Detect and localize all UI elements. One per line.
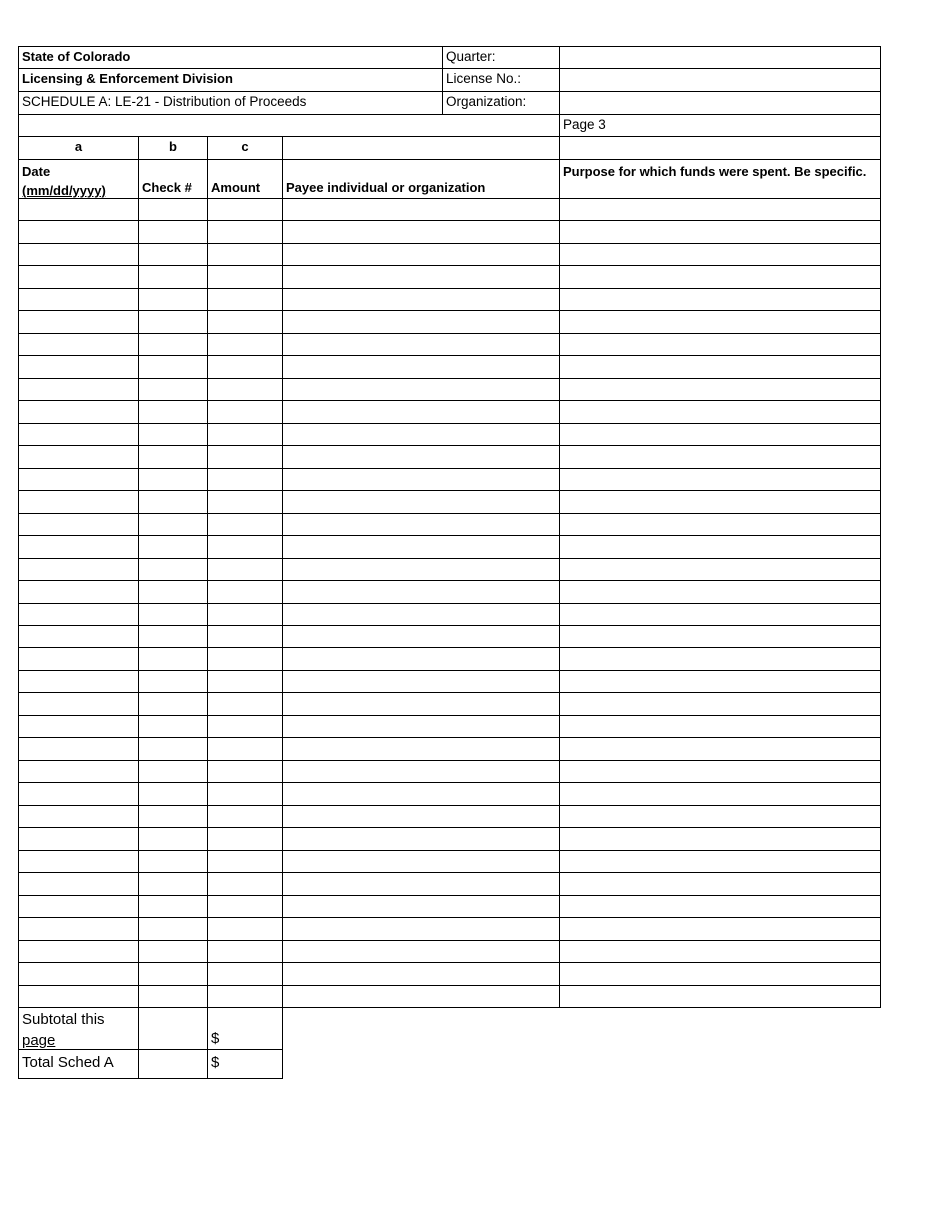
row-32-date-cell[interactable] (18, 895, 139, 918)
row-35-check-cell[interactable] (138, 962, 208, 986)
row-24-purpose-cell[interactable] (559, 715, 881, 738)
row-8-payee-cell[interactable] (282, 355, 560, 379)
row-26-amount-cell[interactable] (207, 760, 283, 783)
row-12-date-cell[interactable] (18, 445, 139, 469)
row-16-date-cell[interactable] (18, 535, 139, 559)
row-26-date-cell[interactable] (18, 760, 139, 783)
row-33-purpose-cell[interactable] (559, 917, 881, 941)
row-3-payee-cell[interactable] (282, 243, 560, 266)
row-27-amount-cell[interactable] (207, 782, 283, 806)
row-4-check-cell[interactable] (138, 265, 208, 289)
subtotal-check-cell[interactable] (138, 1007, 208, 1050)
row-9-check-cell[interactable] (138, 378, 208, 401)
col-header-date (18, 159, 139, 199)
row-31-check-cell[interactable] (138, 872, 208, 896)
row-33-date-cell[interactable] (18, 917, 139, 941)
row-15-amount-cell[interactable] (207, 513, 283, 536)
row-23-payee-cell[interactable] (282, 692, 560, 716)
row-27-date-cell[interactable] (18, 782, 139, 806)
row-1-payee-cell[interactable] (282, 198, 560, 221)
row-5-check-cell[interactable] (138, 288, 208, 311)
row-13-date-cell[interactable] (18, 468, 139, 491)
amount-header-text: Amount (211, 180, 261, 195)
row-18-date-cell[interactable] (18, 580, 139, 604)
row-28-payee-cell[interactable] (282, 805, 560, 828)
payee-header-text: Payee individual or organization (286, 180, 486, 195)
row-24-amount-cell[interactable] (207, 715, 283, 738)
license-field[interactable] (559, 68, 881, 92)
license-label: License No.: (442, 68, 560, 92)
row-26-check-cell[interactable] (138, 760, 208, 783)
row-33-payee-cell[interactable] (282, 917, 560, 941)
subtotal-label-line1: Subtotal this (22, 1011, 105, 1028)
row-17-purpose-cell[interactable] (559, 558, 881, 581)
row-24-check-cell[interactable] (138, 715, 208, 738)
row-15-check-cell[interactable] (138, 513, 208, 536)
row-30-date-cell[interactable] (18, 850, 139, 873)
row-16-check-cell[interactable] (138, 535, 208, 559)
row-17-amount-cell[interactable] (207, 558, 283, 581)
row-4-amount-cell[interactable] (207, 265, 283, 289)
schedule-title: SCHEDULE A: LE-21 - Distribution of Proceeds (18, 91, 443, 115)
col-header-check (138, 159, 208, 199)
row-25-check-cell[interactable] (138, 737, 208, 761)
row-17-date-cell[interactable] (18, 558, 139, 581)
row-13-payee-cell[interactable] (282, 468, 560, 491)
row-8-purpose-cell[interactable] (559, 355, 881, 379)
subtotal-dollar: $ (211, 1030, 220, 1047)
col-letter-blank (282, 136, 560, 160)
row-28-amount-cell[interactable] (207, 805, 283, 828)
row-34-amount-cell[interactable] (207, 940, 283, 963)
row-7-purpose-cell[interactable] (559, 333, 881, 356)
total-amount-cell[interactable]: $ (207, 1049, 283, 1079)
row-30-purpose-cell[interactable] (559, 850, 881, 873)
row-36-payee-cell[interactable] (282, 985, 560, 1008)
row-14-amount-cell[interactable] (207, 490, 283, 514)
check-header-text: Check # (142, 180, 192, 195)
row-9-date-cell[interactable] (18, 378, 139, 401)
row-34-date-cell[interactable] (18, 940, 139, 963)
row-1-check-cell[interactable] (138, 198, 208, 221)
row-7-date-cell[interactable] (18, 333, 139, 356)
row-17-payee-cell[interactable] (282, 558, 560, 581)
row-30-amount-cell[interactable] (207, 850, 283, 873)
row-19-amount-cell[interactable] (207, 603, 283, 626)
quarter-label: Quarter: (442, 46, 560, 69)
row-20-payee-cell[interactable] (282, 625, 560, 648)
row-10-check-cell[interactable] (138, 400, 208, 424)
row-32-check-cell[interactable] (138, 895, 208, 918)
row-12-check-cell[interactable] (138, 445, 208, 469)
row-5-amount-cell[interactable] (207, 288, 283, 311)
row-31-purpose-cell[interactable] (559, 872, 881, 896)
row-22-check-cell[interactable] (138, 670, 208, 693)
row-29-date-cell[interactable] (18, 827, 139, 851)
col-letter-a: a (18, 136, 139, 160)
row-25-purpose-cell[interactable] (559, 737, 881, 761)
total-label: Total Sched A (18, 1049, 139, 1079)
col-header-payee (282, 159, 560, 199)
row-3-date-cell[interactable] (18, 243, 139, 266)
row-9-amount-cell[interactable] (207, 378, 283, 401)
row-35-purpose-cell[interactable] (559, 962, 881, 986)
row-16-purpose-cell[interactable] (559, 535, 881, 559)
row-21-check-cell[interactable] (138, 647, 208, 671)
row-2-amount-cell[interactable] (207, 220, 283, 244)
subtotal-amount-cell[interactable] (207, 1007, 283, 1050)
row-35-amount-cell[interactable] (207, 962, 283, 986)
row-34-purpose-cell[interactable] (559, 940, 881, 963)
total-check-cell[interactable] (138, 1049, 208, 1079)
row-6-purpose-cell[interactable] (559, 310, 881, 334)
row-14-purpose-cell[interactable] (559, 490, 881, 514)
row-29-purpose-cell[interactable] (559, 827, 881, 851)
row-21-purpose-cell[interactable] (559, 647, 881, 671)
row-35-payee-cell[interactable] (282, 962, 560, 986)
row-14-check-cell[interactable] (138, 490, 208, 514)
row-11-purpose-cell[interactable] (559, 423, 881, 446)
row-26-payee-cell[interactable] (282, 760, 560, 783)
row-25-payee-cell[interactable] (282, 737, 560, 761)
row-16-payee-cell[interactable] (282, 535, 560, 559)
row-6-date-cell[interactable] (18, 310, 139, 334)
row-10-purpose-cell[interactable] (559, 400, 881, 424)
row-34-check-cell[interactable] (138, 940, 208, 963)
row-14-payee-cell[interactable] (282, 490, 560, 514)
row-32-payee-cell[interactable] (282, 895, 560, 918)
row-20-date-cell[interactable] (18, 625, 139, 648)
row-21-payee-cell[interactable] (282, 647, 560, 671)
row-29-check-cell[interactable] (138, 827, 208, 851)
row-1-date-cell[interactable] (18, 198, 139, 221)
row-18-payee-cell[interactable] (282, 580, 560, 604)
row-7-payee-cell[interactable] (282, 333, 560, 356)
row-26-purpose-cell[interactable] (559, 760, 881, 783)
row-21-date-cell[interactable] (18, 647, 139, 671)
row-16-amount-cell[interactable] (207, 535, 283, 559)
date-header-line2: (mm/dd/yyyy) (22, 183, 106, 198)
row-31-date-cell[interactable] (18, 872, 139, 896)
row-2-date-cell[interactable] (18, 220, 139, 244)
row-8-check-cell[interactable] (138, 355, 208, 379)
row-2-purpose-cell[interactable] (559, 220, 881, 244)
row-36-amount-cell[interactable] (207, 985, 283, 1008)
row-27-check-cell[interactable] (138, 782, 208, 806)
row-22-amount-cell[interactable] (207, 670, 283, 693)
row-19-check-cell[interactable] (138, 603, 208, 626)
row-13-purpose-cell[interactable] (559, 468, 881, 491)
row-20-purpose-cell[interactable] (559, 625, 881, 648)
row-32-amount-cell[interactable] (207, 895, 283, 918)
row-19-payee-cell[interactable] (282, 603, 560, 626)
row-3-check-cell[interactable] (138, 243, 208, 266)
row-23-amount-cell[interactable] (207, 692, 283, 716)
row-9-payee-cell[interactable] (282, 378, 560, 401)
row-11-amount-cell[interactable] (207, 423, 283, 446)
row-7-check-cell[interactable] (138, 333, 208, 356)
subtotal-label-line2: page (22, 1032, 56, 1049)
row-20-check-cell[interactable] (138, 625, 208, 648)
blank-header-cell (18, 114, 560, 137)
row-11-date-cell[interactable] (18, 423, 139, 446)
row-8-amount-cell[interactable] (207, 355, 283, 379)
date-header-line1: Date (22, 164, 51, 179)
row-4-payee-cell[interactable] (282, 265, 560, 289)
row-10-payee-cell[interactable] (282, 400, 560, 424)
row-14-date-cell[interactable] (18, 490, 139, 514)
row-23-check-cell[interactable] (138, 692, 208, 716)
row-22-payee-cell[interactable] (282, 670, 560, 693)
row-20-amount-cell[interactable] (207, 625, 283, 648)
col-letter-blank (559, 136, 881, 160)
row-22-date-cell[interactable] (18, 670, 139, 693)
row-3-amount-cell[interactable] (207, 243, 283, 266)
row-10-date-cell[interactable] (18, 400, 139, 424)
row-6-amount-cell[interactable] (207, 310, 283, 334)
subtotal-label (18, 1007, 139, 1050)
row-28-purpose-cell[interactable] (559, 805, 881, 828)
row-31-amount-cell[interactable] (207, 872, 283, 896)
row-36-date-cell[interactable] (18, 985, 139, 1008)
row-35-date-cell[interactable] (18, 962, 139, 986)
row-23-purpose-cell[interactable] (559, 692, 881, 716)
row-18-check-cell[interactable] (138, 580, 208, 604)
row-6-check-cell[interactable] (138, 310, 208, 334)
row-15-date-cell[interactable] (18, 513, 139, 536)
row-30-check-cell[interactable] (138, 850, 208, 873)
row-34-payee-cell[interactable] (282, 940, 560, 963)
row-19-date-cell[interactable] (18, 603, 139, 626)
row-27-payee-cell[interactable] (282, 782, 560, 806)
row-28-date-cell[interactable] (18, 805, 139, 828)
col-header-purpose: Purpose for which funds were spent. Be specific. (559, 159, 881, 199)
row-23-date-cell[interactable] (18, 692, 139, 716)
row-10-amount-cell[interactable] (207, 400, 283, 424)
row-1-purpose-cell[interactable] (559, 198, 881, 221)
row-12-purpose-cell[interactable] (559, 445, 881, 469)
col-header-amount (207, 159, 283, 199)
row-4-purpose-cell[interactable] (559, 265, 881, 289)
col-letter-b: b (138, 136, 208, 160)
row-25-date-cell[interactable] (18, 737, 139, 761)
row-1-amount-cell[interactable] (207, 198, 283, 221)
row-5-payee-cell[interactable] (282, 288, 560, 311)
row-36-purpose-cell[interactable] (559, 985, 881, 1008)
row-6-payee-cell[interactable] (282, 310, 560, 334)
row-32-purpose-cell[interactable] (559, 895, 881, 918)
row-21-amount-cell[interactable] (207, 647, 283, 671)
row-22-purpose-cell[interactable] (559, 670, 881, 693)
row-11-payee-cell[interactable] (282, 423, 560, 446)
row-15-payee-cell[interactable] (282, 513, 560, 536)
row-36-check-cell[interactable] (138, 985, 208, 1008)
org-line1: State of Colorado (18, 46, 443, 69)
row-12-payee-cell[interactable] (282, 445, 560, 469)
row-13-check-cell[interactable] (138, 468, 208, 491)
row-33-amount-cell[interactable] (207, 917, 283, 941)
row-27-purpose-cell[interactable] (559, 782, 881, 806)
col-letter-c: c (207, 136, 283, 160)
row-29-payee-cell[interactable] (282, 827, 560, 851)
row-3-purpose-cell[interactable] (559, 243, 881, 266)
quarter-field[interactable] (559, 46, 881, 69)
row-24-date-cell[interactable] (18, 715, 139, 738)
row-25-amount-cell[interactable] (207, 737, 283, 761)
row-19-purpose-cell[interactable] (559, 603, 881, 626)
row-2-check-cell[interactable] (138, 220, 208, 244)
row-12-amount-cell[interactable] (207, 445, 283, 469)
row-24-payee-cell[interactable] (282, 715, 560, 738)
row-4-date-cell[interactable] (18, 265, 139, 289)
row-30-payee-cell[interactable] (282, 850, 560, 873)
page-number: Page 3 (559, 114, 881, 137)
row-11-check-cell[interactable] (138, 423, 208, 446)
organization-label: Organization: (442, 91, 560, 115)
row-18-amount-cell[interactable] (207, 580, 283, 604)
row-15-purpose-cell[interactable] (559, 513, 881, 536)
row-13-amount-cell[interactable] (207, 468, 283, 491)
row-5-purpose-cell[interactable] (559, 288, 881, 311)
row-18-purpose-cell[interactable] (559, 580, 881, 604)
organization-field[interactable] (559, 91, 881, 115)
row-5-date-cell[interactable] (18, 288, 139, 311)
row-31-payee-cell[interactable] (282, 872, 560, 896)
org-line2: Licensing & Enforcement Division (18, 68, 443, 92)
row-29-amount-cell[interactable] (207, 827, 283, 851)
row-28-check-cell[interactable] (138, 805, 208, 828)
row-8-date-cell[interactable] (18, 355, 139, 379)
row-33-check-cell[interactable] (138, 917, 208, 941)
row-7-amount-cell[interactable] (207, 333, 283, 356)
row-17-check-cell[interactable] (138, 558, 208, 581)
row-9-purpose-cell[interactable] (559, 378, 881, 401)
row-2-payee-cell[interactable] (282, 220, 560, 244)
